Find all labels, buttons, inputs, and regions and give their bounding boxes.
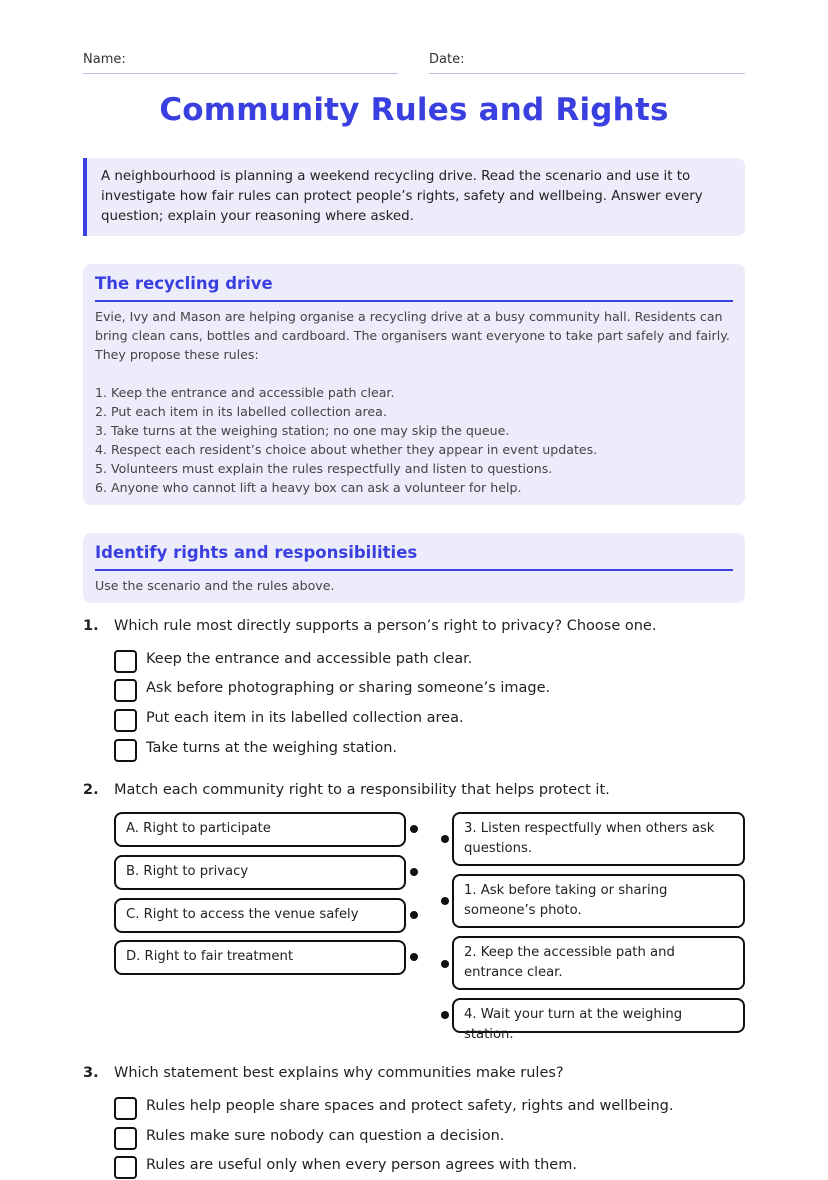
- option-label: Keep the entrance and accessible path clear.: [146, 651, 473, 667]
- rule-item: 2. Put each item in its labelled collection area.: [95, 404, 387, 419]
- option-checkbox[interactable]: [114, 1097, 137, 1120]
- section-heading: Identify rights and responsibilities: [95, 533, 733, 571]
- question-number: 1.: [83, 618, 99, 634]
- section-instruction: Use the scenario and the rules above.: [95, 578, 335, 593]
- question-1: [83, 618, 745, 768]
- question-text: Match each community right to a responsibility that helps protect it.: [114, 782, 610, 798]
- question-text: Which rule most directly supports a person’s right to privacy? Choose one.: [114, 618, 657, 634]
- match-dot[interactable]: [441, 1011, 449, 1019]
- match-dot[interactable]: [441, 897, 449, 905]
- option-label: Put each item in its labelled collection area.: [146, 710, 464, 726]
- question-number: 3.: [83, 1065, 99, 1081]
- page-title: Community Rules and Rights: [159, 92, 669, 128]
- option-label: Rules help people share spaces and protect safety, rights and wellbeing.: [146, 1098, 674, 1114]
- match-left-item[interactable]: C. Right to access the venue safely: [114, 898, 406, 933]
- match-left-item[interactable]: D. Right to fair treatment: [114, 940, 406, 975]
- section-panel: [83, 533, 745, 603]
- match-dot[interactable]: [410, 868, 418, 876]
- question-text: Which statement best explains why communities make rules?: [114, 1065, 564, 1081]
- date-field[interactable]: [429, 52, 745, 74]
- question-number: 2.: [83, 782, 99, 798]
- option-label: Take turns at the weighing station.: [146, 740, 398, 756]
- match-right-item[interactable]: 3. Listen respectfully when others ask questions.: [452, 812, 745, 866]
- match-right-item[interactable]: 1. Ask before taking or sharing someone’s photo.: [452, 874, 745, 928]
- option-label: Rules make sure nobody can question a decision.: [146, 1128, 505, 1144]
- option-checkbox[interactable]: [114, 679, 137, 702]
- intro-box: A neighbourhood is planning a weekend recycling drive. Read the scenario and use it to investigate how fair rules can protect people’s rights, safety and wellbeing. Answer every question; explain your reasoning where asked.: [83, 158, 745, 236]
- name-field[interactable]: [83, 52, 398, 74]
- option-checkbox[interactable]: [114, 709, 137, 732]
- rule-item: 3. Take turns at the weighing station; no one may skip the queue.: [95, 423, 510, 438]
- match-right-item[interactable]: 2. Keep the accessible path and entrance clear.: [452, 936, 745, 990]
- rule-item: 4. Respect each resident’s choice about whether they appear in event updates.: [95, 442, 598, 457]
- option-label: Rules are useful only when every person agrees with them.: [146, 1157, 577, 1173]
- name-label: Name:: [83, 52, 126, 67]
- scenario-panel: [83, 264, 745, 505]
- match-right-item[interactable]: 4. Wait your turn at the weighing station.: [452, 998, 745, 1033]
- match-dot[interactable]: [410, 911, 418, 919]
- scenario-text: Evie, Ivy and Mason are helping organise a recycling drive at a busy community hall. Residents can bring clean cans, bottles and cardboard. The organisers want everyone to take part safely and fairly. They propose these rules:: [95, 309, 730, 362]
- match-dot[interactable]: [441, 835, 449, 843]
- rule-item: 5. Volunteers must explain the rules respectfully and listen to questions.: [95, 461, 553, 476]
- match-dot[interactable]: [441, 960, 449, 968]
- option-checkbox[interactable]: [114, 1156, 137, 1179]
- option-checkbox[interactable]: [114, 1127, 137, 1150]
- option-checkbox[interactable]: [114, 739, 137, 762]
- match-dot[interactable]: [410, 953, 418, 961]
- question-3: [83, 1065, 745, 1171]
- rule-item: 1. Keep the entrance and accessible path clear.: [95, 385, 395, 400]
- date-label: Date:: [429, 52, 465, 67]
- name-date-row: [83, 52, 745, 74]
- rule-item: 6. Anyone who cannot lift a heavy box can ask a volunteer for help.: [95, 480, 522, 495]
- question-2: [83, 782, 745, 1042]
- option-checkbox[interactable]: [114, 650, 137, 673]
- scenario-heading: The recycling drive: [95, 264, 733, 302]
- option-label: Ask before photographing or sharing someone’s image.: [146, 680, 551, 696]
- match-dot[interactable]: [410, 825, 418, 833]
- match-left-item[interactable]: B. Right to privacy: [114, 855, 406, 890]
- rules-list: [95, 383, 733, 497]
- match-left-item[interactable]: A. Right to participate: [114, 812, 406, 847]
